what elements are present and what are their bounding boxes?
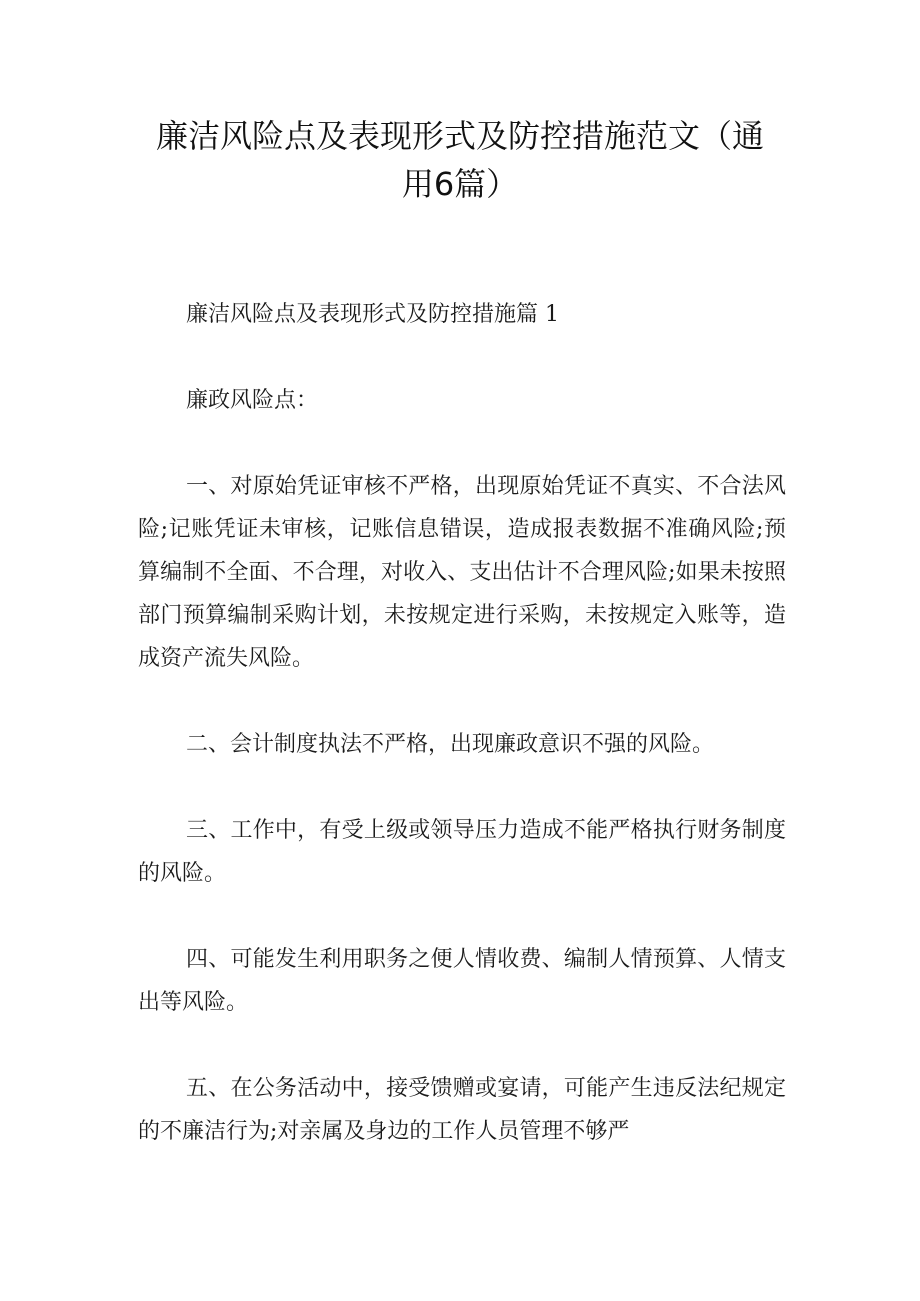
section-heading: 廉洁风险点及表现形式及防控措施篇 1 (186, 302, 559, 327)
paragraph: 二、会计制度执法不严格，出现廉政意识不强的风险。 (186, 732, 715, 757)
subheading: 廉政风险点： (186, 388, 319, 413)
document-title: 廉洁风险点及表现形式及防控措施范文（通用6篇） (155, 117, 764, 203)
paragraph: 四、可能发生利用职务之便人情收费、编制人情预算、人情支出等风险。 (138, 947, 786, 1015)
paragraph: 五、在公务活动中，接受馈赠或宴请，可能产生违反法纪规定的不廉洁行为;对亲属及身边的工作人员管理不够严 (138, 1076, 786, 1144)
paragraph: 一、对原始凭证审核不严格，出现原始凭证不真实、不合法风险;记账凭证未审核，记账信息错误，造成报表数据不准确风险;预算编制不全面、不合理，对收入、支出估计不合理风险;如果未按照部门预算编制采购计划，未按规定进行采购，未按规定入账等，造成资产流失风险。 (138, 474, 786, 671)
paragraph: 三、工作中，有受上级或领导压力造成不能严格执行财务制度的风险。 (138, 818, 786, 886)
